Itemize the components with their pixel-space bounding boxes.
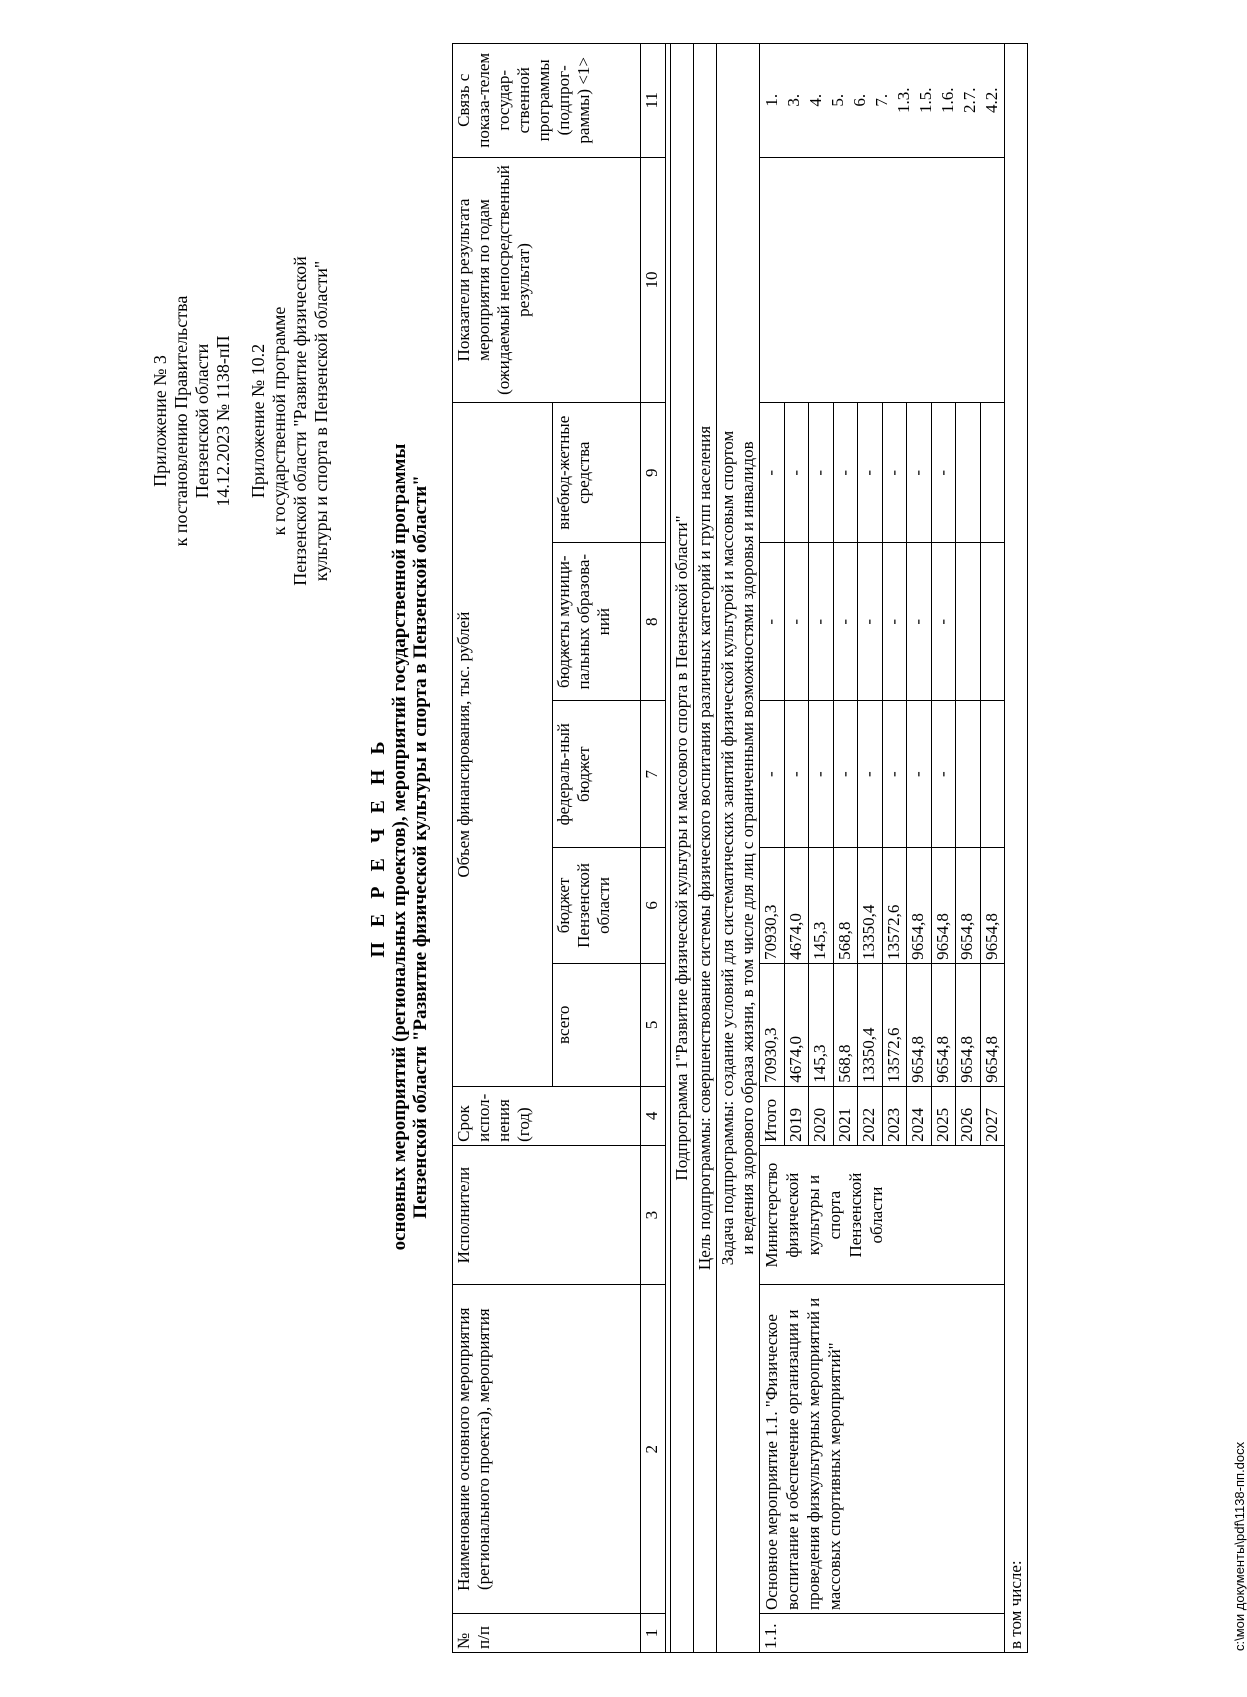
program-link-item: 4.2. [982, 87, 1001, 114]
column-numbers-row [641, 44, 666, 1653]
total-cell: 9654,8 [956, 963, 981, 1086]
municipal-budget-cell: - [760, 543, 785, 701]
year-cell: 2020 [809, 1086, 834, 1145]
subprogram-row: Подпрограмма 1"Развитие физической культуры и массового спорта в Пензенской области" [671, 44, 694, 1653]
regional-budget-cell: 13572,6 [882, 848, 907, 964]
year-cell: Итого [760, 1086, 785, 1145]
in-total-row: в том числе: [1005, 44, 1028, 1653]
appendix-line: Пензенской области "Развитие физической [290, 256, 310, 586]
year-cell: 2023 [882, 1086, 907, 1145]
total-cell: 4674,0 [784, 963, 809, 1086]
header-municipal: бюджеты муници-пальных образова-ний [553, 543, 641, 701]
col-number: 10 [641, 157, 666, 403]
federal-budget-cell: - [931, 701, 956, 848]
year-cell: 2024 [907, 1086, 932, 1145]
appendix-line: к постановлению Правительства [171, 295, 191, 547]
municipal-budget-cell: - [882, 543, 907, 701]
program-link-cell [760, 44, 1005, 158]
year-cell: 2022 [858, 1086, 883, 1145]
federal-budget-cell: - [858, 701, 883, 848]
title-line-3: Пензенской области "Развитие физической культуры и спорта в Пензенской области" [410, 475, 431, 1219]
total-cell: 568,8 [833, 963, 858, 1086]
appendix-line: Пензенской области [192, 343, 212, 499]
extrabudget-cell [980, 403, 1005, 543]
municipal-budget-cell: - [809, 543, 834, 701]
year-cell: 2019 [784, 1086, 809, 1145]
activities-table [452, 43, 1028, 1653]
appendix-line: 14.12.2023 № 1138-пП [213, 335, 233, 507]
program-link-item: 7. [872, 93, 891, 107]
col-number: 3 [641, 1145, 666, 1284]
title-line-1: П Е Р Е Ч Е Н Ь [367, 736, 389, 958]
title-line-2: основных мероприятий (региональных проектов), мероприятий государственной программы [389, 443, 410, 1251]
activity-name: Основное мероприятие 1.1. "Физическое воспитание и обеспечение организации и проведения физкультурных мероприятий и массовых спортивных мероприятий" [760, 1285, 1005, 1614]
regional-budget-cell: 9654,8 [931, 848, 956, 964]
program-link-item: 1.5. [916, 87, 935, 114]
document-title [368, 157, 431, 1537]
municipal-budget-cell: - [907, 543, 932, 701]
total-cell: 9654,8 [907, 963, 932, 1086]
header-num: № п/п [453, 1614, 641, 1653]
total-cell: 145,3 [809, 963, 834, 1086]
program-link-item: 3. [784, 93, 803, 107]
header-name: Наименование основного мероприятия (регионального проекта), мероприятия [453, 1285, 641, 1614]
regional-budget-cell: 70930,3 [760, 848, 785, 964]
federal-budget-cell: - [760, 701, 785, 848]
activity-number: 1.1. [760, 1614, 1005, 1653]
activity-executor: Министерство физической культуры и спорта Пензенской области [760, 1145, 1005, 1284]
col-number: 7 [641, 701, 666, 848]
program-link-item: 1. [762, 93, 781, 107]
table-row [760, 44, 785, 1653]
municipal-budget-cell [980, 543, 1005, 701]
col-number: 8 [641, 543, 666, 701]
file-path-footer: c:\мои документы\pdf\1138-пп.docx [1232, 1441, 1247, 1651]
header-federal: федераль-ный бюджет [553, 701, 641, 848]
extrabudget-cell: - [809, 403, 834, 543]
municipal-budget-cell: - [833, 543, 858, 701]
municipal-budget-cell: - [858, 543, 883, 701]
total-cell: 13350,4 [858, 963, 883, 1086]
col-number: 4 [641, 1086, 666, 1145]
task-row [717, 44, 760, 1653]
year-cell: 2027 [980, 1086, 1005, 1145]
extrabudget-cell: - [907, 403, 932, 543]
municipal-budget-cell [956, 543, 981, 701]
federal-budget-cell [956, 701, 981, 848]
program-link-item: 6. [850, 93, 869, 107]
extrabudget-cell: - [882, 403, 907, 543]
federal-budget-cell: - [809, 701, 834, 848]
regional-budget-cell: 145,3 [809, 848, 834, 964]
regional-budget-cell: 568,8 [833, 848, 858, 964]
header-term: Срок испол-нения (год) [453, 1086, 641, 1145]
header-executor: Исполнители [453, 1145, 641, 1284]
appendix-line: Приложение № 3 [150, 355, 170, 487]
federal-budget-cell: - [833, 701, 858, 848]
appendix-line: культуры и спорта в Пензенской области" [311, 260, 331, 582]
col-number: 1 [641, 1614, 666, 1653]
col-number: 2 [641, 1285, 666, 1614]
goal-row: Цель подпрограммы: совершенствование системы физического воспитания различных категорий и групп населения [694, 44, 717, 1653]
col-number: 6 [641, 848, 666, 964]
extrabudget-cell: - [858, 403, 883, 543]
total-cell: 13572,6 [882, 963, 907, 1086]
program-link-item: 1.6. [938, 87, 957, 114]
header-indicators: Показатели результата мероприятия по годам (ожидаемый непосредственный результат) [453, 157, 641, 403]
program-link-item: 4. [806, 93, 825, 107]
regional-budget-cell: 4674,0 [784, 848, 809, 964]
federal-budget-cell: - [784, 701, 809, 848]
extrabudget-cell: - [760, 403, 785, 543]
appendix-block [150, 161, 332, 681]
extrabudget-cell: - [931, 403, 956, 543]
regional-budget-cell: 9654,8 [980, 848, 1005, 964]
federal-budget-cell: - [882, 701, 907, 848]
regional-budget-cell: 9654,8 [956, 848, 981, 964]
federal-budget-cell [980, 701, 1005, 848]
indicators-cell [760, 157, 1005, 403]
federal-budget-cell: - [907, 701, 932, 848]
regional-budget-cell: 9654,8 [907, 848, 932, 964]
total-cell: 9654,8 [980, 963, 1005, 1086]
extrabudget-cell: - [833, 403, 858, 543]
header-extra: внебюд-жетные средства [553, 403, 641, 543]
year-cell: 2026 [956, 1086, 981, 1145]
col-number: 11 [641, 44, 666, 158]
regional-budget-cell: 13350,4 [858, 848, 883, 964]
appendix-line: к государственной программе [269, 306, 289, 536]
year-cell: 2025 [931, 1086, 956, 1145]
col-number: 9 [641, 403, 666, 543]
header-total: всего [553, 963, 641, 1086]
header-funding: Объем финансирования, тыс. рублей [453, 403, 553, 1086]
col-number: 5 [641, 963, 666, 1086]
year-cell: 2021 [833, 1086, 858, 1145]
municipal-budget-cell: - [931, 543, 956, 701]
task-line: Задача подпрограммы: создание условий для систематических занятий физической культурой и массовым спортом [718, 430, 737, 1266]
extrabudget-cell [956, 403, 981, 543]
program-link-item: 2.7. [960, 87, 979, 114]
total-cell: 70930,3 [760, 963, 785, 1086]
total-cell: 9654,8 [931, 963, 956, 1086]
municipal-budget-cell: - [784, 543, 809, 701]
header-link: Связь с показа-телем государ-ственной программы (подпрог-раммы) <1> [453, 44, 641, 158]
header-regional: бюджет Пензенской области [553, 848, 641, 964]
appendix-line: Приложение № 10.2 [248, 343, 268, 499]
extrabudget-cell: - [784, 403, 809, 543]
program-link-item: 1.3. [894, 87, 913, 114]
program-link-item: 5. [828, 93, 847, 107]
task-line: и ведения здорового образа жизни, в том числе для лиц с ограниченными возможностями здоровья и инвалидов [738, 441, 757, 1255]
